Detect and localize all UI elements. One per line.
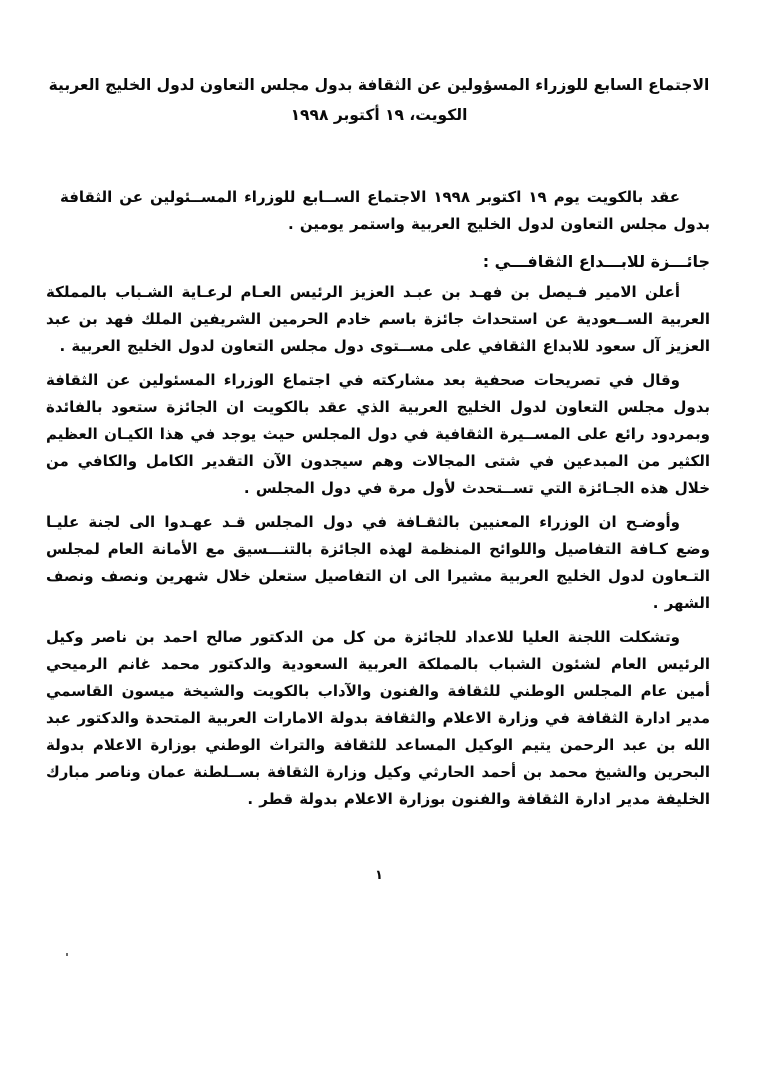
section-heading-cultural-award: جائـــزة للابـــداع الثقافـــي : [482, 252, 710, 271]
scan-artifact-dot [66, 953, 68, 956]
paragraph-committee-members: وتشكلت اللجنة العليا للاعداد للجائزة من كل من الدكتور صالح احمد بن ناصر وكيل الرئيس العام لشئون الشباب بالمملكة العربية السعودية والدكتور محمد غانم الرميحي أمين عام المجلس الوطني للثقافة والفنون والآداب بالكويت والشيخة ميسون القاسمي مدير ادارة الثقافة في وزارة الاعلام والثقافة بدولة الامارات العربية المتحدة والدكتور عبد الله بن عبد الرحمن يتيم الوكيل المساعد للثقافة والتراث الوطني بوزارة الاعلام بدولة البحرين والشيخ محمد بن أحمد الحارثي وكيل وزارة الثقافة بســلطنة عمان وناصر مبارك الخليفة مدير ادارة الثقافة والفنون بوزارة الاعلام بدولة قطر . [46, 628, 710, 808]
document-title [0, 70, 758, 130]
paragraph-press-statement: وقال في تصريحات صحفية بعد مشاركته في اجتماع الوزراء المسئولين عن الثقافة بدول مجلس التعاون لدول الخليج العربية الذي عقد بالكويت ان الجائزة ستعود بالفائدة وبمردود رائع على المســيرة الثقافية في دول المجلس حيث يوجد في هذا الكيـان العظيم الكثير من المبدعين في شتى المجالات وهم سيجدون الآن التقدير الكامل والكافي من خلال هذه الجـائزة التي تســتحدث لأول مرة في دول المجلس . [46, 371, 710, 497]
paragraph-committee-mandate: وأوضـح ان الوزراء المعنيين بالثقـافة في دول المجلس قـد عهـدوا الى لجنة عليـا وضع كـافة التفاصيل واللوائح المنظمة لهذه الجائزة بالتنـــسيق مع الأمانة العام لمجلس التـعاون لدول الخليج العربية مشيرا الى ان التفاصيل ستعلن خلال شهرين ونصف ونصف الشهر . [46, 513, 710, 612]
document-title-line1: الاجتماع السابع للوزراء المسؤولين عن الثقافة بدول مجلس التعاون لدول الخليج العربية [48, 76, 710, 94]
document-body [46, 184, 710, 813]
document-title-date-line: الكويت، ١٩ أكتوبر ١٩٩٨ [290, 106, 468, 124]
paragraph-award-announcement: أعلن الامير فـيصل بن فهـد بن عبـد العزيز الرئيس العـام لرعـاية الشـباب بالمملكة العربية الســعودية عن استحداث جائزة باسم خادم الحرمين الشريفين الملك فهد بن عبد العزيز آل سعود للابداع الثقافي على مســتوى دول مجلس التعاون لدول الخليج العربية . [46, 283, 710, 355]
page-number: ١ [375, 868, 383, 883]
intro-paragraph: عقد بالكويت يوم ١٩ اكتوبر ١٩٩٨ الاجتماع الســابع للوزراء المســئولين عن الثقافة بدول مجلس التعاون لدول الخليج العربية واستمر يومين . [60, 188, 710, 233]
